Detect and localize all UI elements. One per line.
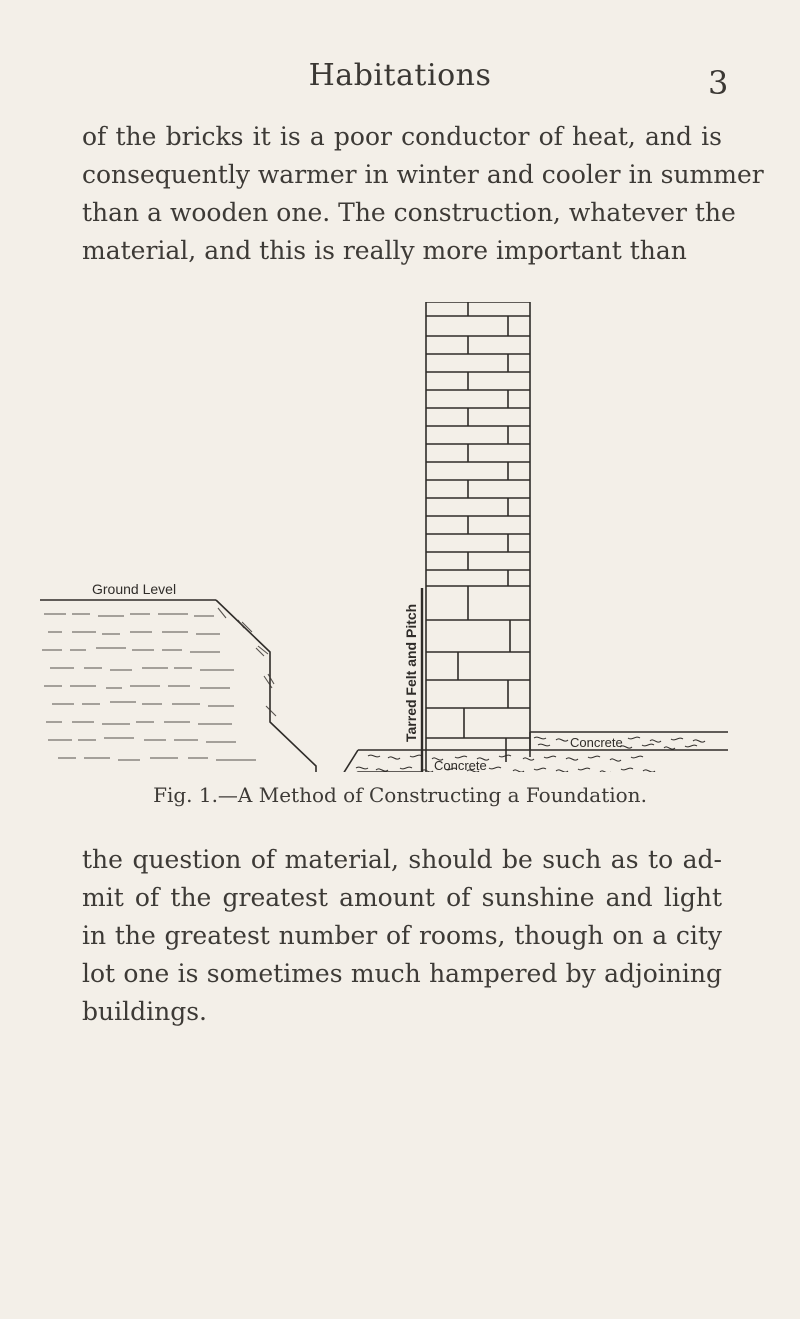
text-line: consequently warmer in winter and cooler in summer [82, 160, 764, 189]
concrete-stipple [346, 737, 705, 772]
text-line: material, and this is really more important than [82, 236, 687, 265]
figure-caption: Fig. 1.—A Method of Constructing a Foundation. [153, 783, 647, 807]
text-line: in the greatest number of rooms, though on a city [82, 921, 722, 950]
text-line: mit of the greatest amount of sunshine and light [82, 883, 722, 912]
paragraph-top [82, 118, 764, 270]
ground-level-label: Ground Level [92, 581, 177, 597]
text-line: of the bricks it is a poor conductor of heat, and is [82, 122, 722, 151]
earth-hatching [42, 608, 298, 772]
page-number: 3 [708, 64, 729, 102]
concrete-lower-label: Concrete [434, 758, 487, 772]
paragraph-bottom [82, 841, 722, 1031]
text-line: than a wooden one. The construction, whatever the [82, 198, 736, 227]
foundation-figure [38, 302, 728, 772]
concrete-upper-label: Concrete [570, 735, 623, 750]
text-line: lot one is sometimes much hampered by adjoining [82, 959, 722, 988]
running-title: Habitations [308, 58, 492, 93]
tarred-felt-label: Tarred Felt and Pitch [403, 603, 419, 742]
text-line: the question of material, should be such as to ad- [82, 845, 722, 874]
text-line: buildings. [82, 997, 207, 1026]
